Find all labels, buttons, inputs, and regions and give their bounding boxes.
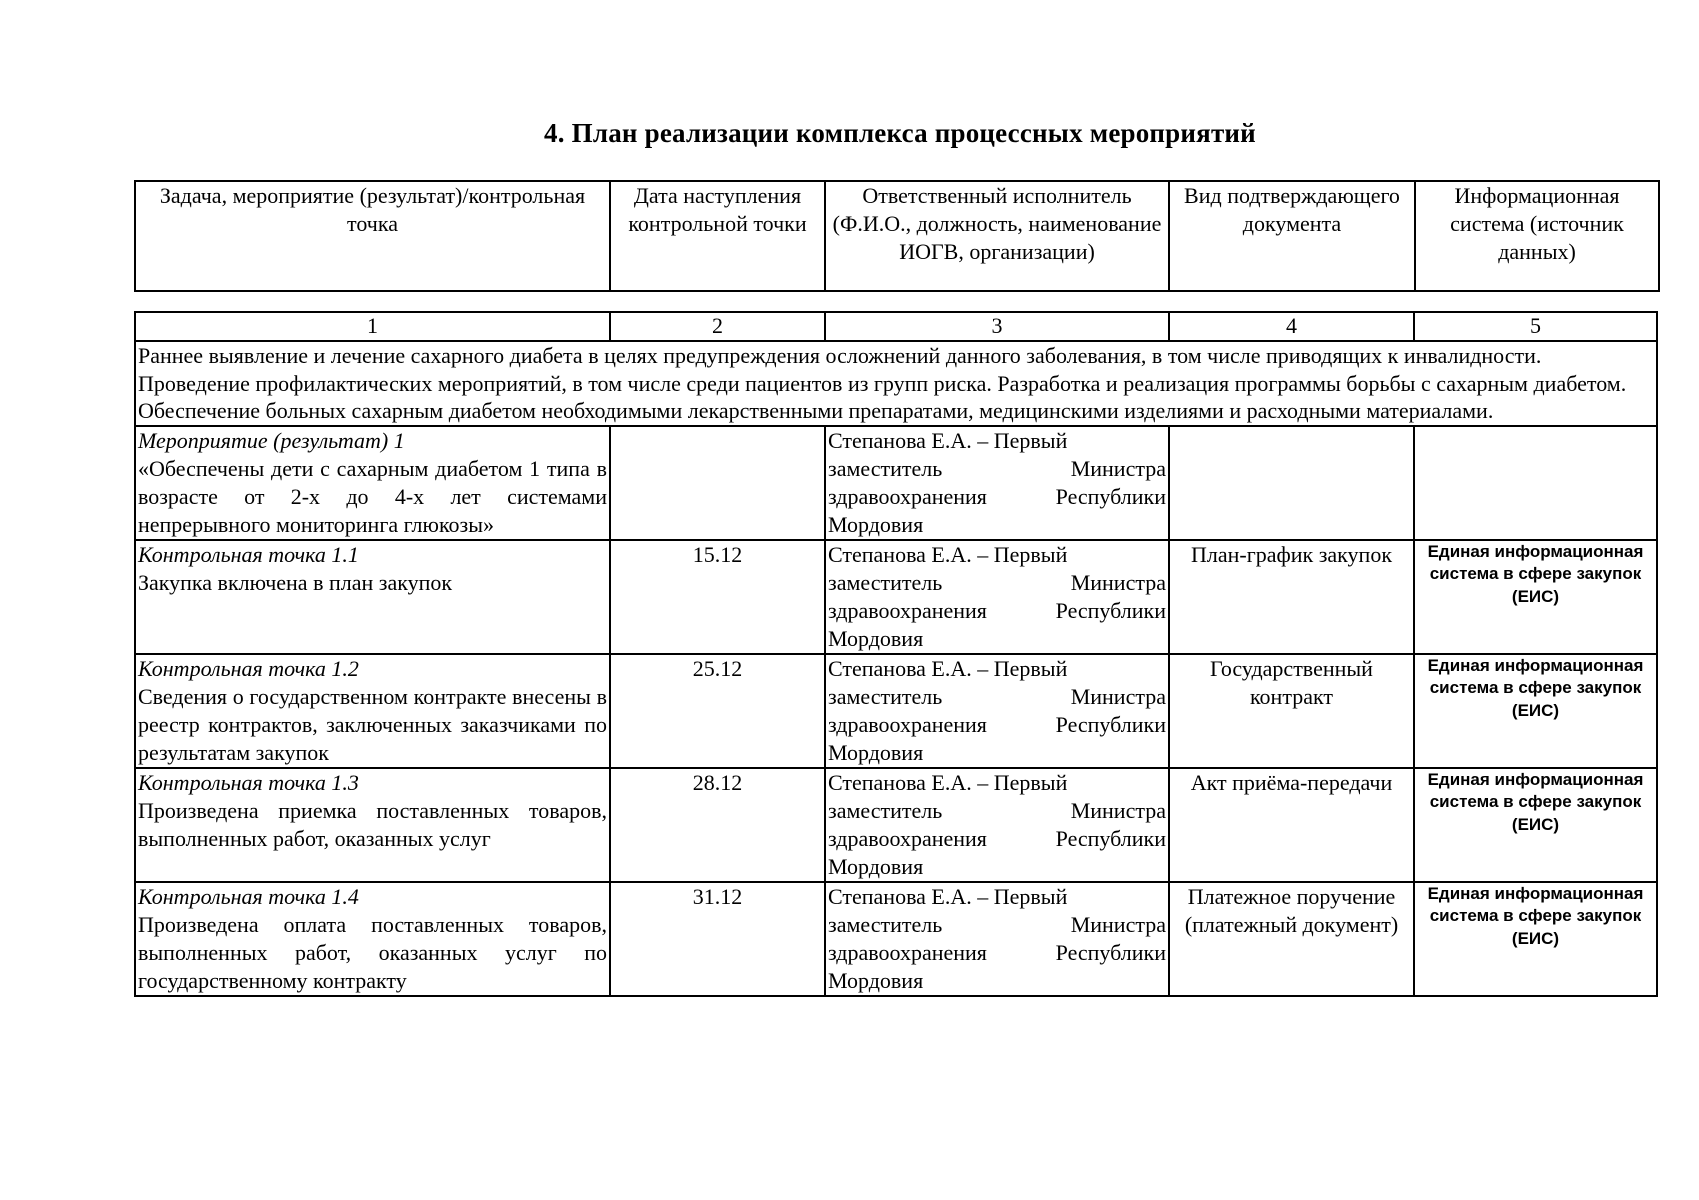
executor-name: Степанова Е.А. – Первый xyxy=(828,769,1068,795)
row-label: Контрольная точка 1.2 xyxy=(138,655,359,681)
column-number: 3 xyxy=(825,312,1169,341)
document-cell: Акт приёма-передачи xyxy=(1169,768,1414,882)
column-number-row xyxy=(135,312,1657,341)
executor-position: заместитель Министра здравоохранения Республики Мордовия xyxy=(828,455,1166,537)
document-cell: План-график закупок xyxy=(1169,540,1414,654)
row-text: Закупка включена в план закупок xyxy=(138,569,453,595)
column-number: 5 xyxy=(1414,312,1657,341)
row-text: Произведена приемка поставленных товаров, выполненных работ, оказанных услуг xyxy=(138,797,607,851)
table-row xyxy=(135,768,1657,882)
row-text: Сведения о государственном контракте внесены в реестр контрактов, заключенных заказчиками по результатам закупок xyxy=(138,683,607,765)
table-row xyxy=(135,426,1657,540)
date-cell: 31.12 xyxy=(610,882,825,996)
date-cell: 25.12 xyxy=(610,654,825,768)
header-table xyxy=(134,180,1660,292)
header-document: Вид подтверждающего документа xyxy=(1169,181,1415,291)
date-cell: 15.12 xyxy=(610,540,825,654)
header-row xyxy=(135,181,1659,291)
date-cell: 28.12 xyxy=(610,768,825,882)
task-cell xyxy=(135,654,610,768)
executor-cell xyxy=(825,768,1169,882)
table-row xyxy=(135,540,1657,654)
executor-name: Степанова Е.А. – Первый xyxy=(828,883,1068,909)
executor-cell xyxy=(825,654,1169,768)
header-date: Дата наступления контрольной точки xyxy=(610,181,825,291)
executor-name: Степанова Е.А. – Первый xyxy=(828,427,1068,453)
task-description-row xyxy=(135,341,1657,426)
date-cell xyxy=(610,426,825,540)
row-label: Контрольная точка 1.3 xyxy=(138,769,359,795)
task-description: Раннее выявление и лечение сахарного диабета в целях предупреждения осложнений данного заболевания, в том числе приводящих к инвалидности. Проведение профилактических мероприятий, в том числе среди пациентов из групп риска. Разработка и реализация программы борьбы с сахарным диабетом. Обеспечение больных сахарным диабетом необходимыми лекарственными препаратами, медицинскими изделиями и расходными материалами. xyxy=(135,341,1657,426)
table-row xyxy=(135,882,1657,996)
row-label: Контрольная точка 1.1 xyxy=(138,541,359,567)
executor-name: Степанова Е.А. – Первый xyxy=(828,655,1068,681)
system-cell xyxy=(1414,426,1657,540)
executor-cell xyxy=(825,426,1169,540)
executor-position: заместитель Министра здравоохранения Республики Мордовия xyxy=(828,569,1166,651)
table-row xyxy=(135,654,1657,768)
column-number: 2 xyxy=(610,312,825,341)
header-system: Информационная система (источник данных) xyxy=(1415,181,1659,291)
page-title: 4. План реализации комплекса процессных мероприятий xyxy=(544,118,1256,148)
row-label: Мероприятие (результат) 1 xyxy=(138,427,405,453)
row-text: «Обеспечены дети с сахарным диабетом 1 типа в возрасте от 2-х до 4-х лет системами непрерывного мониторинга глюкозы» xyxy=(138,455,607,537)
row-text: Произведена оплата поставленных товаров, выполненных работ, оказанных услуг по государственному контракту xyxy=(138,911,607,993)
executor-name: Степанова Е.А. – Первый xyxy=(828,541,1068,567)
executor-cell xyxy=(825,540,1169,654)
document-cell: Государственный контракт xyxy=(1169,654,1414,768)
system-cell: Единая информационная система в сфере закупок (ЕИС) xyxy=(1414,882,1657,996)
task-cell xyxy=(135,768,610,882)
executor-cell xyxy=(825,882,1169,996)
plan-table xyxy=(134,311,1658,997)
executor-position: заместитель Министра здравоохранения Республики Мордовия xyxy=(828,797,1166,879)
column-number: 4 xyxy=(1169,312,1414,341)
header-executor: Ответственный исполнитель (Ф.И.О., должность, наименование ИОГВ, организации) xyxy=(825,181,1169,291)
column-number: 1 xyxy=(135,312,610,341)
document-cell xyxy=(1169,426,1414,540)
system-cell: Единая информационная система в сфере закупок (ЕИС) xyxy=(1414,540,1657,654)
row-label: Контрольная точка 1.4 xyxy=(138,883,359,909)
executor-position: заместитель Министра здравоохранения Республики Мордовия xyxy=(828,683,1166,765)
system-cell: Единая информационная система в сфере закупок (ЕИС) xyxy=(1414,654,1657,768)
document-cell: Платежное поручение (платежный документ) xyxy=(1169,882,1414,996)
task-cell xyxy=(135,882,610,996)
executor-position: заместитель Министра здравоохранения Республики Мордовия xyxy=(828,911,1166,993)
header-task: Задача, мероприятие (результат)/контрольная точка xyxy=(135,181,610,291)
task-cell xyxy=(135,426,610,540)
task-cell xyxy=(135,540,610,654)
system-cell: Единая информационная система в сфере закупок (ЕИС) xyxy=(1414,768,1657,882)
